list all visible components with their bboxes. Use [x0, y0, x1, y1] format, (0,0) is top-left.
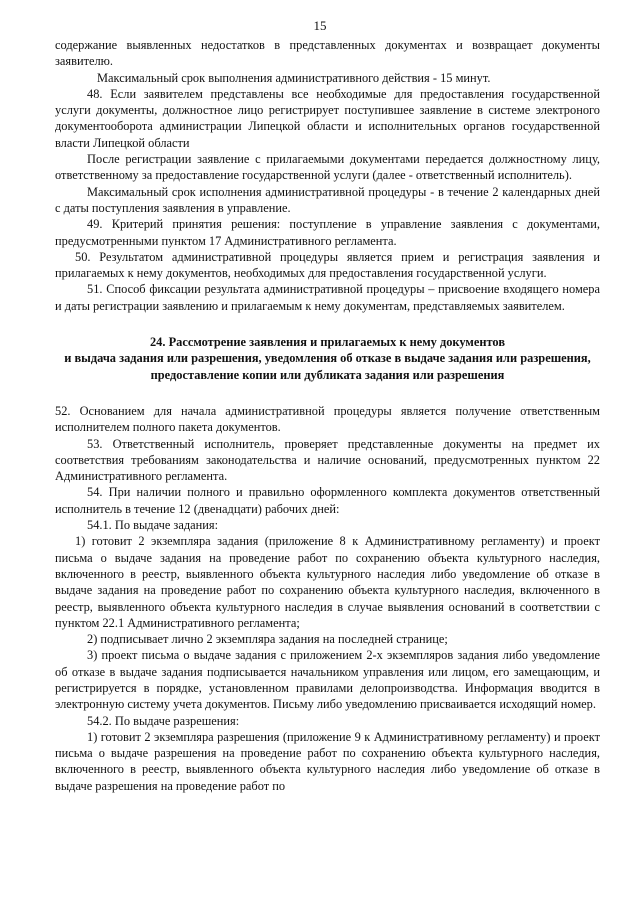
paragraph: содержание выявленных недостатков в представленных документах и возвращает документы заявителю.: [55, 38, 600, 69]
paragraph: 52. Основанием для начала административной процедуры является получение ответственным исполнителем полного пакета документов.: [55, 403, 600, 435]
section-heading-line: 24. Рассмотрение заявления и прилагаемых к нему документов: [149, 335, 506, 350]
section-heading: [55, 334, 600, 383]
paragraph: 53. Ответственный исполнитель, проверяет представленные документы на предмет их соответствия требованиям законодательства и наличие оснований, предусмотренных пунктом 22 Административного регламента.: [55, 436, 600, 484]
paragraph: 54.1. По выдаче задания:: [87, 518, 219, 533]
paragraph: 51. Способ фиксации результата административной процедуры – присвоение входящего номера и даты регистрации заявлению и прилагаемым к нему документам, представляемых заявителем.: [55, 282, 600, 313]
paragraph: 54.2. По выдаче разрешения:: [87, 713, 240, 728]
document-body: [55, 37, 600, 794]
paragraph: После регистрации заявление с прилагаемыми документами передается должностному лицу, ответственному за предоставление государственной услуги (далее - ответственный исполнитель).: [55, 152, 600, 183]
page-number: 15: [313, 18, 327, 33]
paragraph: 48. Если заявителем представлены все необходимые для предоставления государственной услуги документы, должностное лицо регистрирует поступившее заявление в системе электроного документооборота администрации Липецкой области и исполнительных органов государственной власти Липецкой области: [55, 86, 600, 150]
paragraph: 1) готовит 2 экземпляра задания (приложение 8 к Административному регламенту) и проект письма о выдаче задания на проведение работ по сохранению объекта культурного наследия, включенного в реестр, выявленного объекта культурного наследия либо уведомление об отказе в выдаче задания на проведение работ по сохранению объекта культурного наследия, включенного в реестр, выявленного объекта культурного наследия в случае выявления оснований в соответствии с пунктом 22.1 Административного регламента;: [55, 534, 600, 630]
paragraph: 2) подписывает лично 2 экземпляра задания на последней странице;: [87, 632, 448, 647]
paragraph: Максимальный срок исполнения административной процедуры - в течение 2 календарных дней с даты поступления заявления в управление.: [55, 184, 600, 215]
paragraph: 54. При наличии полного и правильно оформленного комплекта документов ответственный исполнитель в течение 12 (двенадцати) рабочих дней:: [55, 485, 600, 516]
paragraph: 49. Критерий принятия решения: поступление в управление заявления с документами, предусмотренными пунктом 17 Административного регламента.: [55, 217, 600, 248]
paragraph: Максимальный срок выполнения административного действия - 15 минут.: [97, 70, 491, 85]
paragraph: 1) готовит 2 экземпляра разрешения (приложение 9 к Административному регламенту) и проект письма о выдаче разрешения на проведение работ по сохранению объекта культурного наследия, включенного в реестр, выявленного объекта культурного наследия либо уведомление об отказе в выдаче разрешения на проведение работ по: [55, 729, 600, 793]
section-heading-line: и выдача задания или разрешения, уведомления об отказе в выдаче задания или разрешения, предоставление копии или дубликата задания или разрешения: [64, 351, 591, 382]
paragraph: 3) проект письма о выдаче задания с приложением 2-х экземпляров задания либо уведомление об отказе в выдаче задания подписывается начальником управления или лицом, его замещающим, и регистрируется в порядке, установленном правилами делопроизводства. Информация вводится в электронную систему учета документов. Письму либо уведомлению присваивается исходящий номер.: [55, 648, 600, 712]
paragraph: 50. Результатом административной процедуры является прием и регистрация заявления и прилагаемых к нему документов, необходимых для предоставления государственной услуги.: [55, 249, 600, 281]
